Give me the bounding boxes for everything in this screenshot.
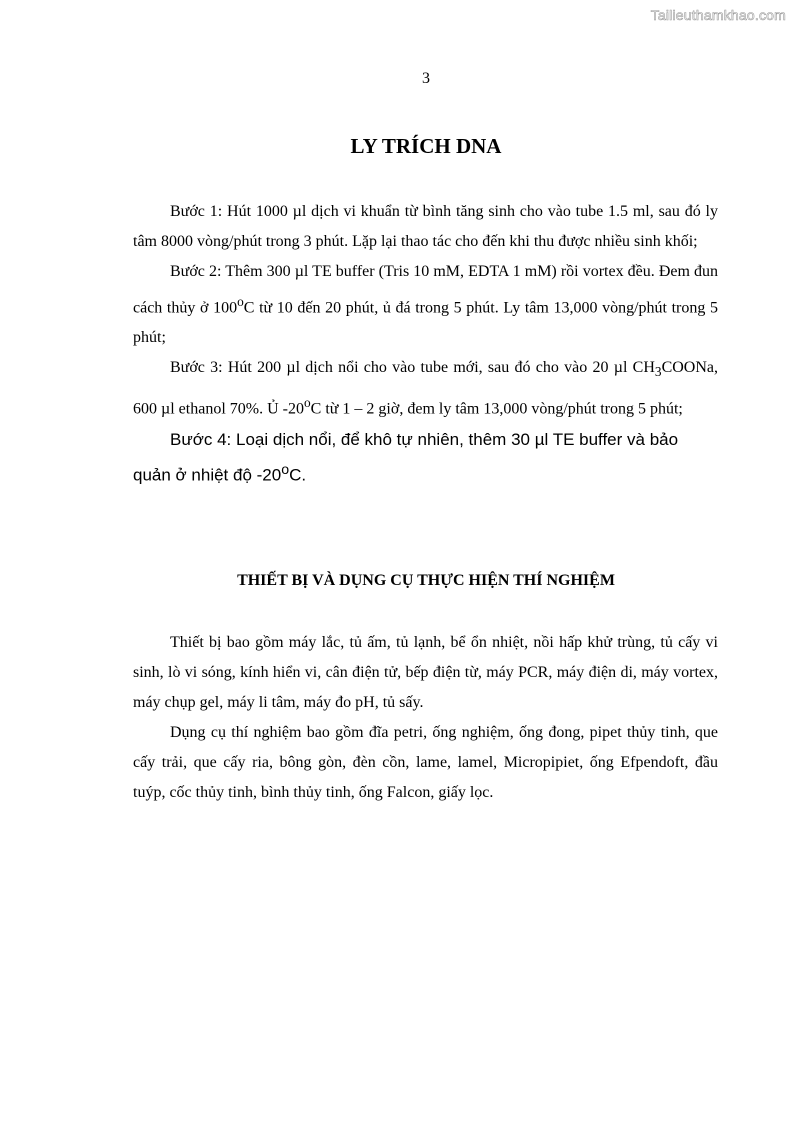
- step-3: [133, 353, 718, 424]
- step-text: C từ 10 đến 20 phút, ủ đá trong 5 phút. Ly tâm 13,000 vòng/phút trong 5 phút;: [133, 299, 718, 347]
- step-text: Loại dịch nổi, để khô tự nhiên, thêm 30 µl TE buffer và bảo quản ở nhiệt độ -20: [133, 429, 679, 485]
- page-number: 3: [422, 70, 430, 87]
- superscript: o: [303, 394, 311, 410]
- subscript: 3: [654, 364, 662, 380]
- tools-paragraph: Dụng cụ thí nghiệm bao gồm đĩa petri, ống nghiệm, ống đong, pipet thủy tinh, que cấy trải, que cấy ria, bông gòn, đèn cồn, lame, lamel, Micropipiet, ống Efpendoft, đầu tuýp, cốc thủy tinh, bình thủy tinh, ống Falcon, giấy lọc.: [133, 724, 718, 801]
- superscript: o: [281, 461, 290, 478]
- step-label: Bước 4:: [170, 429, 232, 449]
- superscript: o: [237, 294, 244, 309]
- step-text: COONa, 600 µl ethanol 70%. Ủ -20: [133, 359, 718, 417]
- step-label: Bước 2:: [170, 263, 222, 280]
- step-2: [133, 257, 718, 353]
- step-4: [133, 424, 718, 491]
- section-heading: THIẾT BỊ VÀ DỤNG CỤ THỰC HIỆN THÍ NGHIỆM: [237, 572, 615, 589]
- step-label: Bước 3:: [170, 359, 223, 377]
- watermark: Tailieuthamkhao.com: [650, 7, 786, 23]
- step-text: C từ 1 – 2 giờ, đem ly tâm 13,000 vòng/phút trong 5 phút;: [310, 399, 683, 417]
- step-1: [133, 197, 718, 257]
- step-text: Thêm 300 µl TE buffer (Tris 10 mM, EDTA 1 mM) rồi vortex đều. Đem đun cách thủy ở 100: [133, 263, 718, 317]
- step-label: Bước 1:: [170, 203, 223, 220]
- page-title: LY TRÍCH DNA: [350, 134, 502, 158]
- extraction-steps: [133, 197, 718, 491]
- step-text: Hút 1000 µl dịch vi khuẩn từ bình tăng sinh cho vào tube 1.5 ml, sau đó ly tâm 8000 vòng/phút trong 3 phút. Lặp lại thao tác cho đến khi thu được nhiều sinh khối;: [133, 203, 719, 250]
- equipment-section: [133, 628, 718, 808]
- step-text: Hút 200 µl dịch nổi cho vào tube mới, sau đó cho vào 20 µl CH: [227, 359, 655, 377]
- step-text: C.: [289, 465, 307, 485]
- equipment-paragraph: Thiết bị bao gồm máy lắc, tủ ấm, tủ lạnh, bể ổn nhiệt, nồi hấp khử trùng, tủ cấy vi sinh, lò vi sóng, kính hiển vi, cân điện tử, bếp điện từ, máy PCR, máy điện di, máy vortex, máy chụp gel, máy li tâm, máy đo pH, tủ sấy.: [133, 634, 718, 711]
